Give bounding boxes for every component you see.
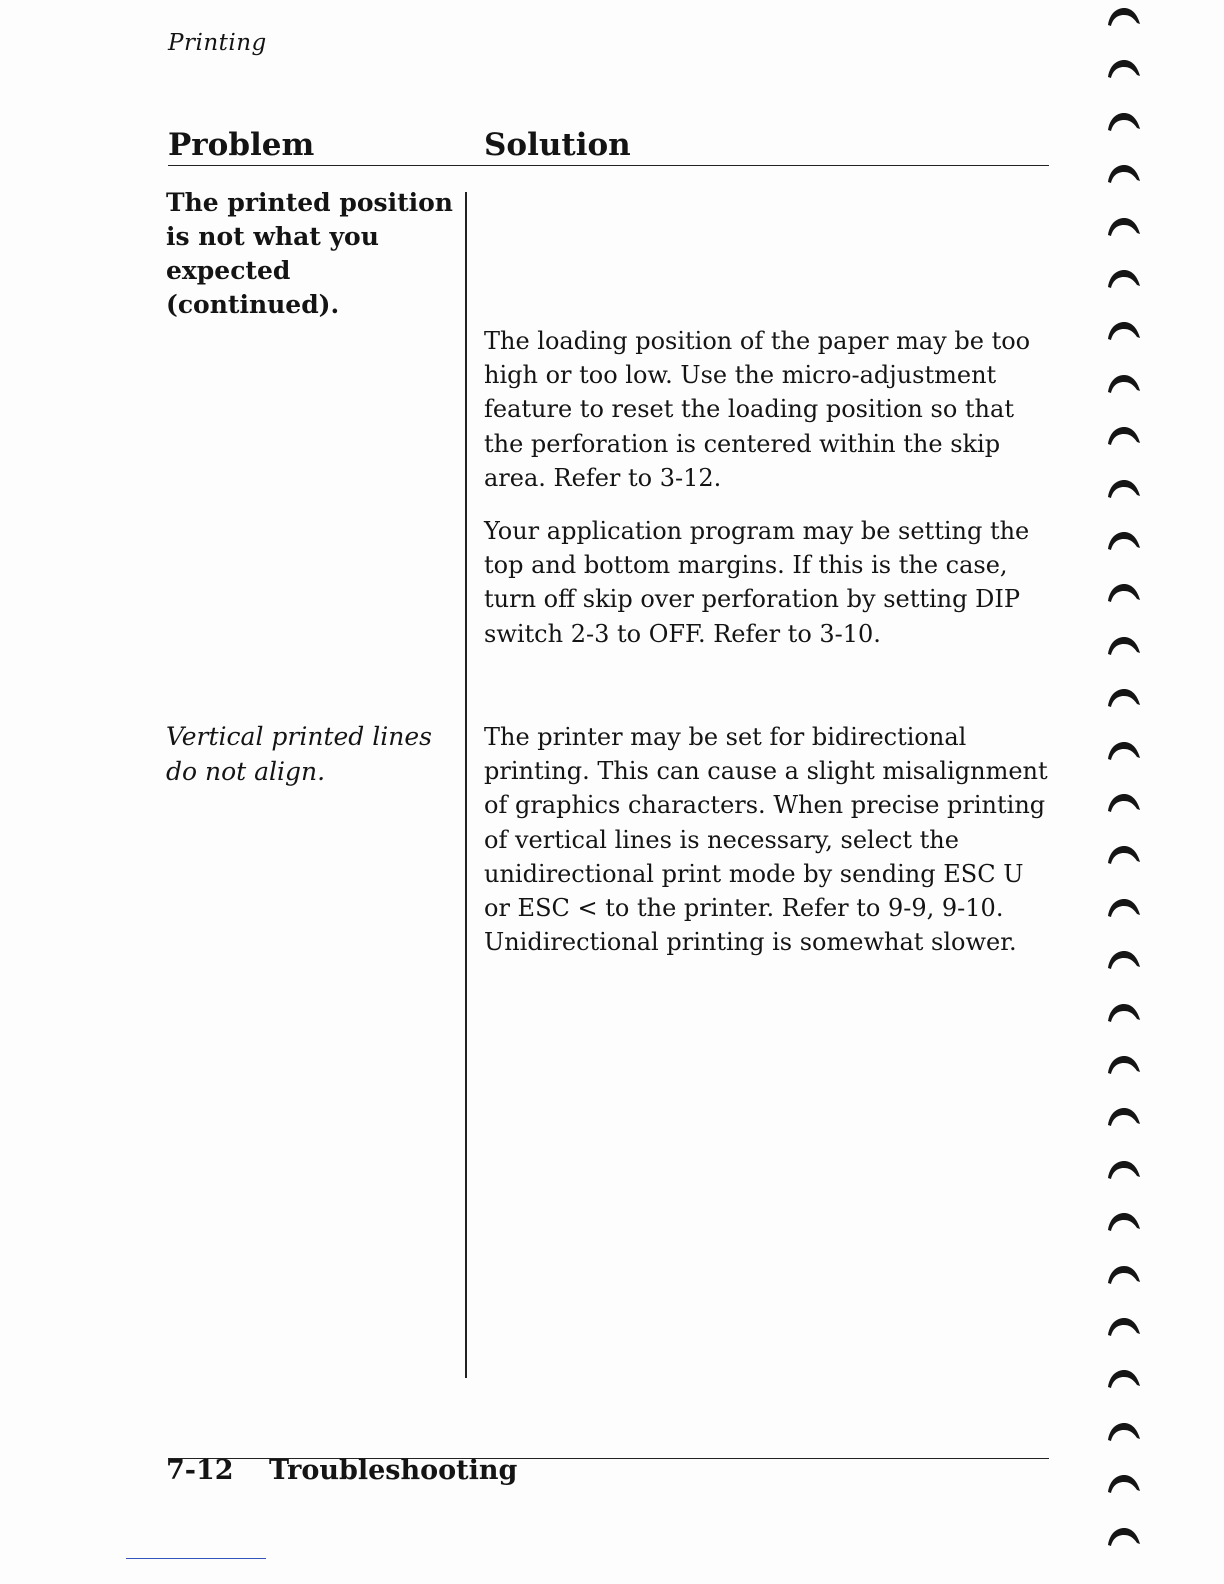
- binding-ring-icon: [1104, 1471, 1144, 1495]
- column-heading-problem: Problem: [168, 127, 315, 163]
- problem-text: The printed position is not what you expected (continued).: [166, 188, 453, 319]
- binding-ring-icon: [1104, 1262, 1144, 1286]
- column-divider: [465, 192, 467, 1378]
- binding-ring-icon: [1104, 1052, 1144, 1076]
- binding-ring-icon: [1104, 528, 1144, 552]
- binding-ring-icon: [1104, 1524, 1144, 1548]
- binding-ring-icon: [1104, 371, 1144, 395]
- binding-ring-icon: [1104, 1314, 1144, 1338]
- problem-text: Vertical printed lines do not align.: [166, 722, 432, 786]
- running-header: Printing: [168, 30, 267, 56]
- spiral-binding: [1100, 0, 1150, 1584]
- binding-ring-icon: [1104, 1209, 1144, 1233]
- solution-text: Your application program may be setting the top and bottom margins. If this is the case, turn off skip over perforation by setting DIP switch 2-3 to OFF. Refer to 3-10.: [484, 517, 1030, 648]
- scan-edge-mark: [126, 1558, 266, 1559]
- binding-ring-icon: [1104, 4, 1144, 28]
- binding-ring-icon: [1104, 161, 1144, 185]
- section-title: Troubleshooting: [269, 1455, 518, 1486]
- binding-ring-icon: [1104, 214, 1144, 238]
- binding-ring-icon: [1104, 790, 1144, 814]
- binding-ring-icon: [1104, 842, 1144, 866]
- binding-ring-icon: [1104, 56, 1144, 80]
- binding-ring-icon: [1104, 580, 1144, 604]
- binding-ring-icon: [1104, 685, 1144, 709]
- solution-text: The printer may be set for bidirectional printing. This can cause a slight misalignment of graphics characters. When precise printing of vertical lines is necessary, select the unidirectional print mode by sending ESC U or ESC < to the printer. Refer to 9-9, 9-10. Unidirectional printing is somewhat slower.: [484, 723, 1048, 957]
- binding-ring-icon: [1104, 476, 1144, 500]
- binding-ring-icon: [1104, 738, 1144, 762]
- binding-ring-icon: [1104, 318, 1144, 342]
- binding-ring-icon: [1104, 1157, 1144, 1181]
- page-number: 7-12: [166, 1455, 234, 1486]
- heading-rule: [168, 165, 1049, 166]
- binding-ring-icon: [1104, 423, 1144, 447]
- binding-ring-icon: [1104, 266, 1144, 290]
- page-footer: [166, 1455, 517, 1486]
- binding-ring-icon: [1104, 895, 1144, 919]
- binding-ring-icon: [1104, 1366, 1144, 1390]
- column-heading-solution: Solution: [484, 127, 631, 163]
- solution-text: The loading position of the paper may be too high or too low. Use the micro-adjustment feature to reset the loading position so that the perforation is centered within the skip area. Refer to 3-12.: [484, 327, 1031, 492]
- binding-ring-icon: [1104, 633, 1144, 657]
- binding-ring-icon: [1104, 1419, 1144, 1443]
- binding-ring-icon: [1104, 1104, 1144, 1128]
- binding-ring-icon: [1104, 109, 1144, 133]
- binding-ring-icon: [1104, 947, 1144, 971]
- binding-ring-icon: [1104, 1000, 1144, 1024]
